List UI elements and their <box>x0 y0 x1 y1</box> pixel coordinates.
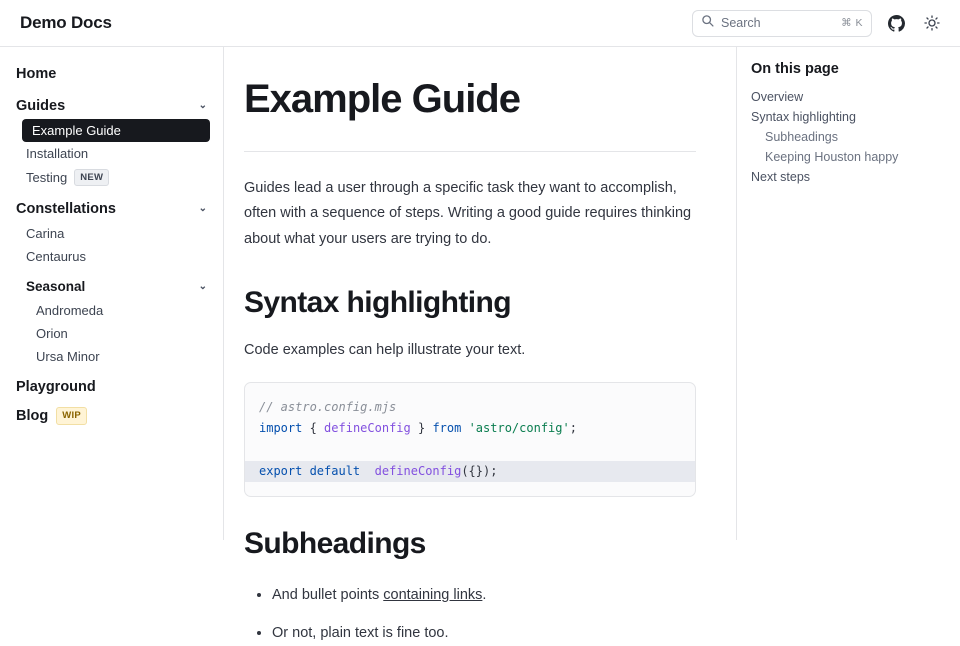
code-punct: } <box>410 421 433 436</box>
heading-syntax-highlighting: Syntax highlighting <box>244 286 511 320</box>
sidebar-item-label: Example Guide <box>32 123 121 138</box>
chevron-down-icon: ⌄ <box>198 100 207 111</box>
chevron-down-icon: ⌄ <box>198 280 207 292</box>
sidebar-group-seasonal-label: Seasonal <box>26 279 86 295</box>
bullet-list <box>244 583 696 646</box>
code-string: 'astro/config' <box>461 421 570 436</box>
toc-item-keeping-houston-happy[interactable]: Keeping Houston happy <box>765 150 899 164</box>
intro-paragraph: Guides lead a user through a specific task they want to accomplish, often with a sequence of steps. Writing a good guide requires thinking about what your users are trying to do. <box>244 180 692 247</box>
sidebar-item-label: Centaurus <box>26 249 86 265</box>
code-comment: // astro.config.mjs <box>259 399 397 414</box>
toc-item-subheadings[interactable]: Subheadings <box>765 130 838 144</box>
header-actions <box>692 10 944 37</box>
search-input[interactable] <box>692 10 872 37</box>
sidebar-nav <box>0 47 224 540</box>
status-badge-wip: WIP <box>56 407 87 424</box>
sidebar-item-example-guide[interactable] <box>22 119 210 142</box>
code-fn-defineconfig: defineConfig <box>324 421 411 436</box>
code-keyword-default: default <box>302 463 368 478</box>
search-shortcut: ⌘ K <box>841 17 863 29</box>
code-line-export <box>245 461 695 483</box>
sidebar-item-orion[interactable] <box>16 322 211 345</box>
toc-title: On this page <box>751 61 839 77</box>
sidebar-item-blog[interactable] <box>16 402 211 429</box>
code-line-import <box>245 418 695 440</box>
sidebar-group-seasonal[interactable] <box>16 274 211 299</box>
sidebar-item-centaurus[interactable] <box>16 245 211 268</box>
sidebar-item-label: Testing <box>26 170 68 186</box>
page-layout <box>0 47 960 641</box>
code-punct: ({}); <box>461 463 498 478</box>
list-item-text-post: . <box>482 587 487 604</box>
heading-subheadings: Subheadings <box>244 527 426 561</box>
github-icon[interactable] <box>884 11 908 35</box>
list-item <box>272 583 696 608</box>
list-item-text: And bullet points <box>272 587 384 604</box>
site-title[interactable]: Demo Docs <box>20 13 112 32</box>
main-content <box>224 47 736 641</box>
code-keyword-export: export <box>259 463 303 478</box>
title-divider <box>244 151 696 152</box>
code-fn-defineconfig: defineConfig <box>367 463 462 478</box>
sidebar-item-home[interactable]: Home <box>16 66 57 82</box>
sidebar-item-label: Andromeda <box>36 303 104 319</box>
sidebar-item-label: Orion <box>36 326 68 342</box>
page-title: Example Guide <box>244 77 520 121</box>
code-intro-paragraph: Code examples can help illustrate your text. <box>244 342 526 359</box>
table-of-contents <box>736 47 960 540</box>
sidebar-item-label: Ursa Minor <box>36 349 100 365</box>
sidebar-item-installation[interactable] <box>16 142 211 165</box>
sidebar-item-testing[interactable] <box>16 165 211 190</box>
toc-item-syntax-highlighting[interactable]: Syntax highlighting <box>751 110 856 124</box>
sidebar-group-constellations-label: Constellations <box>16 201 116 218</box>
sidebar-item-carina[interactable] <box>16 222 211 245</box>
chevron-down-icon: ⌄ <box>198 203 207 215</box>
status-badge-new: NEW <box>74 169 109 186</box>
code-block <box>244 382 696 498</box>
sidebar-item-label: Installation <box>26 146 89 161</box>
toc-item-overview[interactable]: Overview <box>751 90 804 104</box>
search-placeholder: Search <box>721 16 761 30</box>
inline-link[interactable]: containing links <box>383 587 483 604</box>
sidebar-item-ursa-minor[interactable] <box>16 345 211 368</box>
site-header <box>0 0 960 47</box>
code-keyword-from: from <box>432 421 462 436</box>
sidebar-group-guides[interactable] <box>16 93 211 119</box>
sidebar-group-guides-label: Guides <box>16 98 66 114</box>
code-line-blank <box>245 440 695 461</box>
code-line-comment <box>245 397 695 419</box>
sidebar-item-andromeda[interactable] <box>16 299 211 322</box>
list-item <box>272 621 696 646</box>
list-item-text: Or not, plain text is fine too. <box>272 624 449 641</box>
search-icon <box>701 14 714 32</box>
sidebar-item-label: Blog <box>16 407 49 424</box>
code-punct: ; <box>569 421 577 436</box>
sidebar-item-playground[interactable]: Playground <box>16 379 96 396</box>
toc-item-next-steps[interactable]: Next steps <box>751 170 811 184</box>
sidebar-group-constellations[interactable] <box>16 196 211 222</box>
code-punct: { <box>302 421 325 436</box>
code-keyword-import: import <box>259 421 303 436</box>
sun-icon[interactable] <box>920 11 944 35</box>
sidebar-item-label: Carina <box>26 226 65 242</box>
